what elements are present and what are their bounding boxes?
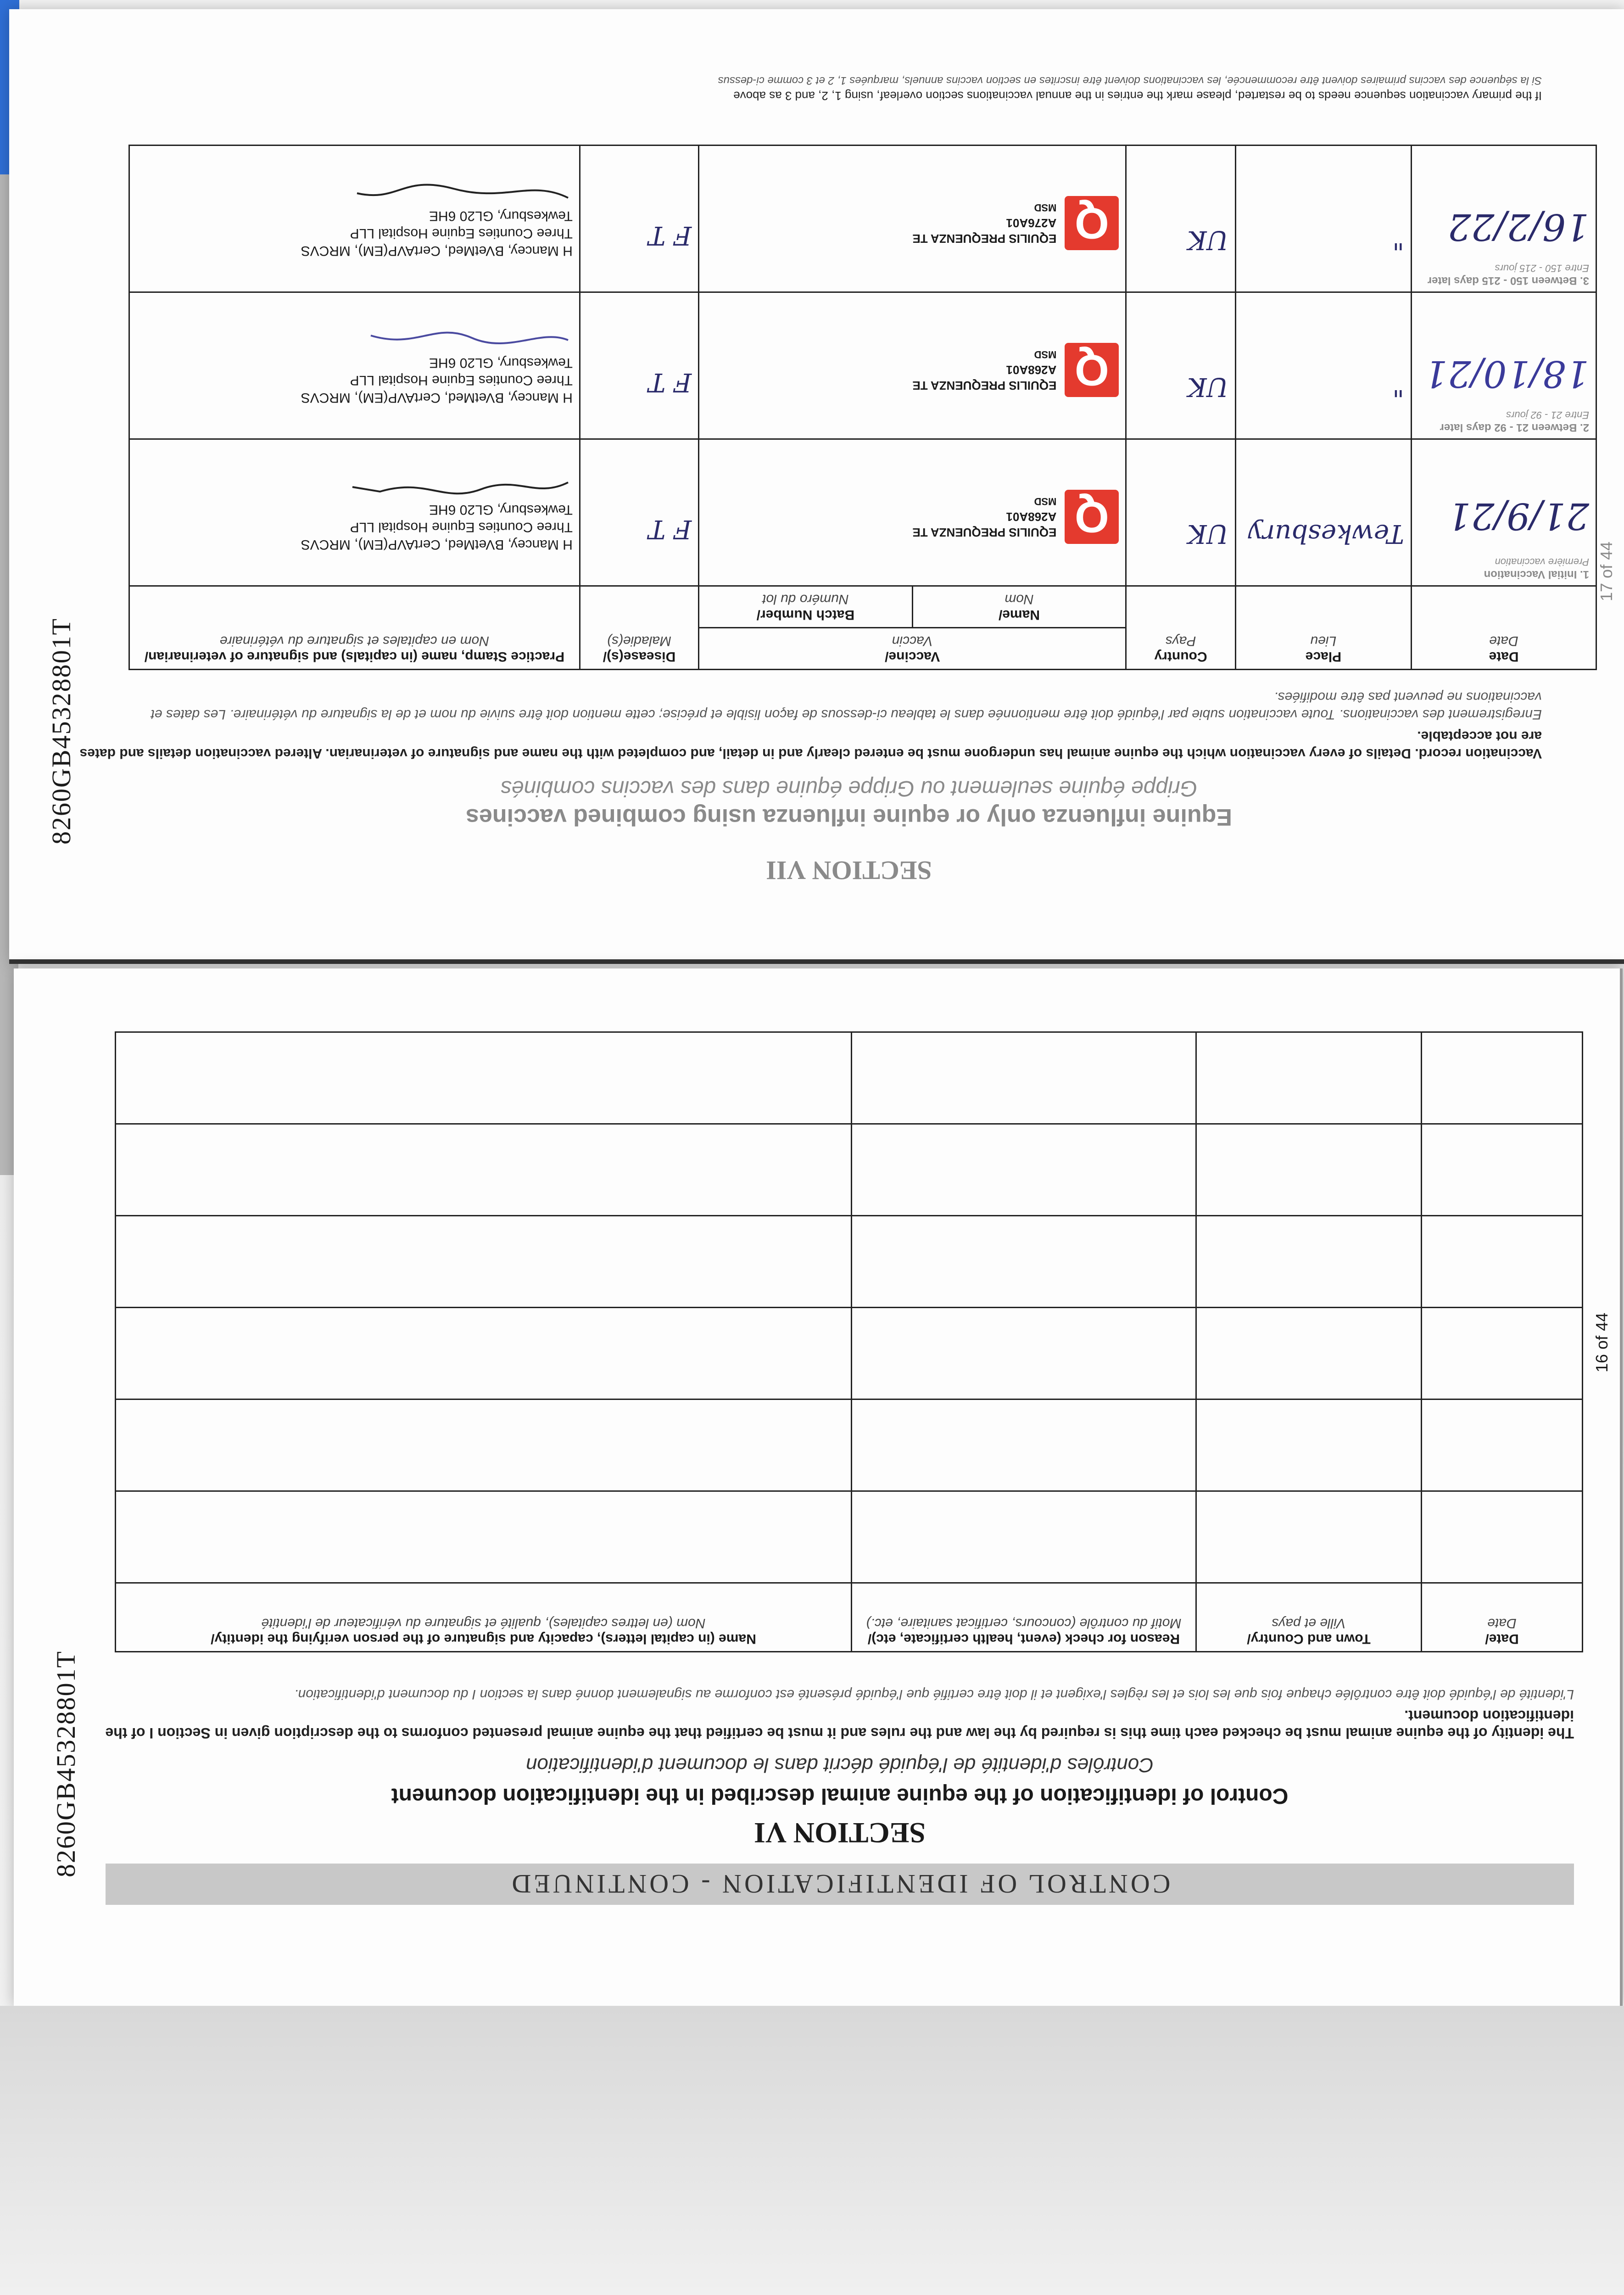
row-3-sticker	[706, 196, 1119, 250]
row-2-batch: A268A01	[1006, 363, 1057, 377]
row-2-country-cell	[1126, 292, 1235, 439]
col-check-reason-label-fr: Motif du contrôle (concours, certificat sanitaire, etc.)	[866, 1616, 1182, 1631]
row-2-signature	[136, 326, 573, 354]
row-2-date: 18/10/21	[1424, 353, 1589, 395]
row-2-vet-name: H Mancey, BVetMed, CertAVP(EM), MRCVS	[301, 390, 573, 405]
row-2-label-fr: Entre 21 - 92 jours	[1506, 409, 1589, 421]
vaccine-brand-logo-icon: Q	[1065, 490, 1119, 544]
row-1-maker: MSD	[1034, 496, 1057, 507]
row-3-vet-stamp	[136, 207, 573, 259]
row-2-diseases-cell	[580, 292, 698, 439]
section-vi-intro-en: The identity of the equine animal must be checked each time this is required by the law and the rules and it must be certified that the equine animal presented conforms to the description given in Section I of the identification document.	[105, 1707, 1574, 1741]
table-row	[116, 1399, 1583, 1491]
page-17	[9, 9, 1624, 964]
row-1-diseases-cell	[580, 439, 698, 586]
col-check-verifier-label: Name (in capital letters), capacity and signature of the person verifying the identity/	[211, 1631, 756, 1646]
table-row	[116, 1491, 1583, 1583]
row-3-label-fr: Entre 150 - 215 jours	[1495, 263, 1589, 274]
row-1-place-cell	[1235, 439, 1411, 586]
section-vi-heading-fr: Contrôles d'identité de l'équidé décrit dans le document d'identification	[525, 1754, 1154, 1776]
control-identification-banner: CONTROL OF IDENTIFICATION - CONTINUED	[106, 1864, 1574, 1905]
col-place-label-fr: Lieu	[1310, 633, 1337, 649]
row-3-maker: MSD	[1034, 202, 1057, 213]
col-place-label: Place	[1305, 649, 1342, 664]
row-3-place: "	[1392, 225, 1405, 255]
col-vet-label: Practice Stamp, name (in capitals) and signature of veterinarian/	[144, 649, 565, 664]
col-vet-label-fr: Nom en capitales et signature du vétérinaire	[219, 633, 489, 649]
row-1-country-cell	[1126, 439, 1235, 586]
identity-check-header	[116, 1583, 1583, 1652]
row-3-date: 16/2/22	[1447, 206, 1589, 248]
row-3-country-cell	[1126, 146, 1235, 292]
section-vii-footnote-en: If the primary vaccination sequence needs to be restarted, please mark the entries in the annual vaccinations section overleaf, using 1, 2, and 3 as above	[733, 89, 1542, 103]
row-2-label: 2. Between 21 - 92 days later	[1440, 421, 1589, 434]
col-country-label: Country	[1154, 649, 1207, 664]
vaccination-table	[128, 145, 1597, 670]
page-17-document-code: 8260GB45328801T	[46, 618, 76, 845]
col-check-reason-label: Reason for check (event, health certificate, etc)/	[867, 1631, 1180, 1646]
row-3-batch: A276A01	[1006, 216, 1057, 230]
row-1-label-fr: Première vaccination	[1495, 556, 1589, 568]
row-2-vet-cell	[129, 292, 580, 439]
page-16-document-code: 8260GB45328801T	[51, 1651, 81, 1877]
row-3-sticker-text	[912, 200, 1056, 246]
col-vaccine-label-fr: Vaccin	[892, 633, 933, 649]
col-check-verifier	[116, 1583, 852, 1652]
row-3-signature	[136, 179, 573, 207]
table-row	[116, 1216, 1583, 1308]
col-country-label-fr: Pays	[1165, 633, 1196, 649]
row-3-date-cell	[1412, 146, 1596, 292]
row-1-diseases: F T	[648, 514, 692, 544]
vaccine-brand-logo-icon: Q	[1065, 196, 1119, 250]
row-3-vet-cell	[129, 146, 580, 292]
row-2-vet-practice: Three Counties Equine Hospital LLP	[350, 373, 573, 388]
row-3-diseases-cell	[580, 146, 698, 292]
row-3-vaccine-sticker	[699, 146, 1126, 292]
col-vaccine-name	[912, 586, 1126, 628]
row-1-signature	[136, 473, 573, 501]
row-1-date: 21/9/21	[1447, 495, 1589, 537]
vaccine-brand-logo-icon: Q	[1065, 343, 1119, 397]
row-3-country: UK	[1187, 225, 1228, 255]
row-1-country: UK	[1187, 519, 1228, 549]
page-16-rotated-content	[14, 968, 1620, 2006]
col-diseases-label: Disease(s)/	[603, 649, 676, 664]
col-batch	[699, 586, 913, 628]
row-1-date-cell	[1412, 439, 1596, 586]
row-3-diseases: F T	[648, 220, 692, 250]
page-17-number: 17 of 44	[1597, 541, 1616, 601]
row-2-diseases: F T	[648, 367, 692, 397]
page-16	[14, 968, 1623, 2006]
col-check-verifier-label-fr: Nom (en lettres capitales), qualité et signature du vérificateur de l'identité	[261, 1616, 706, 1631]
row-1-sticker	[706, 490, 1119, 544]
row-2-sticker-text	[912, 347, 1056, 393]
row-2-vaccine-name: EQUILIS PREQUENZA TE	[912, 379, 1057, 392]
scanner-bed	[0, 2006, 1624, 2295]
col-vet	[129, 586, 580, 670]
section-vi-heading-en: Control of identification of the equine animal described in the identification document	[391, 1784, 1289, 1808]
col-vaccine-name-label: Name/	[998, 607, 1040, 622]
col-check-date-label: Date/	[1485, 1631, 1519, 1646]
section-vii-intro-en: Vaccination record. Details of every vaccination which the equine animal has undergone must be entered clearly and in detail, and completed with the name and signature of veterinarian. Altered vaccination details and dates are not acceptable.	[79, 728, 1542, 761]
vaccination-row-2	[129, 292, 1596, 439]
row-1-vet-stamp	[136, 501, 573, 553]
row-2-vet-stamp	[136, 354, 573, 406]
vaccination-table-header	[129, 628, 1596, 670]
row-2-place: "	[1392, 372, 1405, 402]
row-2-place-cell	[1235, 292, 1411, 439]
col-diseases	[580, 586, 698, 670]
col-check-reason	[852, 1583, 1196, 1652]
vaccination-row-3	[129, 146, 1596, 292]
row-1-sticker-text	[912, 493, 1056, 540]
col-vaccine-name-label-fr: Nom	[1005, 592, 1034, 607]
col-diseases-label-fr: Maladie(s)	[607, 633, 672, 649]
row-2-vaccine-sticker	[699, 292, 1126, 439]
col-place	[1235, 586, 1411, 670]
row-1-vet-address: Tewkesbury, GL20 6HE	[429, 502, 573, 517]
row-1-vaccine-name: EQUILIS PREQUENZA TE	[912, 526, 1057, 539]
section-vii-title: SECTION VII	[766, 856, 932, 885]
row-2-sticker	[706, 343, 1119, 397]
row-3-vet-practice: Three Counties Equine Hospital LLP	[350, 226, 573, 241]
row-1-vet-practice: Three Counties Equine Hospital LLP	[350, 520, 573, 535]
row-3-vet-address: Tewkesbury, GL20 6HE	[429, 208, 573, 224]
row-1-batch: A268A01	[1006, 510, 1057, 524]
row-2-maker: MSD	[1034, 349, 1057, 360]
col-check-date	[1422, 1583, 1583, 1652]
col-check-town-label-fr: Ville et pays	[1272, 1616, 1346, 1631]
identity-check-table	[115, 1031, 1583, 1652]
col-date-label-fr: Date	[1489, 633, 1518, 649]
page-17-rotated-content	[9, 9, 1624, 959]
row-3-label: 3. Between 150 - 215 days later	[1427, 274, 1589, 287]
row-2-date-cell	[1412, 292, 1596, 439]
section-vii-heading-fr: Grippe équine seulement ou Grippe équine dans des vaccins combinés	[500, 776, 1198, 800]
row-1-place: Tewkesbury	[1248, 519, 1405, 549]
row-3-vet-name: H Mancey, BVetMed, CertAVP(EM), MRCVS	[301, 243, 573, 258]
section-vi-title: SECTION VI	[753, 1817, 926, 1849]
table-row	[116, 1124, 1583, 1216]
col-check-town-label: Town and Country/	[1247, 1631, 1371, 1646]
col-batch-label: Batch Number/	[756, 607, 855, 622]
table-row	[116, 1308, 1583, 1399]
row-1-label: 1. Initial Vaccination	[1484, 568, 1589, 581]
col-check-town	[1196, 1583, 1422, 1652]
section-vii-intro-fr: Enregistrement des vaccinations. Toute vaccination subie par l'équidé doit être mentionnée dans le tableau ci-dessous de façon lisible et précise; cette mention doit être suivie du nom et de la signature du vétérinaire. Les dates et vaccinations ne peuvent pas être modifiées.	[151, 689, 1542, 722]
row-3-place-cell	[1235, 146, 1411, 292]
page-16-number: 16 of 44	[1592, 1312, 1611, 1372]
col-check-date-label-fr: Date	[1487, 1616, 1517, 1631]
col-country	[1126, 586, 1235, 670]
vaccination-row-1	[129, 439, 1596, 586]
row-3-vaccine-name: EQUILIS PREQUENZA TE	[912, 232, 1057, 246]
table-row	[116, 1032, 1583, 1124]
col-date	[1412, 586, 1596, 670]
section-vii-heading-en: Equine influenza only or equine influenza using combined vaccines	[465, 804, 1233, 830]
row-2-vet-address: Tewkesbury, GL20 6HE	[429, 355, 573, 370]
row-1-vet-cell	[129, 439, 580, 586]
col-batch-label-fr: Numéro du lot	[762, 592, 849, 607]
col-vaccine	[699, 628, 1126, 670]
col-vaccine-label: Vaccine/	[885, 649, 940, 664]
row-1-vet-name: H Mancey, BVetMed, CertAVP(EM), MRCVS	[301, 537, 573, 552]
row-2-country: UK	[1187, 372, 1228, 402]
section-vi-intro-fr: L'identité de l'équidé doit être contrôlée chaque fois que les lois et les règles l'exigent et il doit être certifié que l'équidé présenté est conforme au signalement donné dans la section I du document d'identification.	[294, 1687, 1574, 1702]
col-date-label: Date	[1489, 649, 1519, 664]
section-vii-footnote-fr: Si la séquence des vaccins primaires doivent être recommencée, les vaccinations doivent être inscrites en section vaccins annuels, marquées 1, 2 et 3 comme ci-dessus	[718, 74, 1542, 87]
row-1-vaccine-sticker	[699, 439, 1126, 586]
